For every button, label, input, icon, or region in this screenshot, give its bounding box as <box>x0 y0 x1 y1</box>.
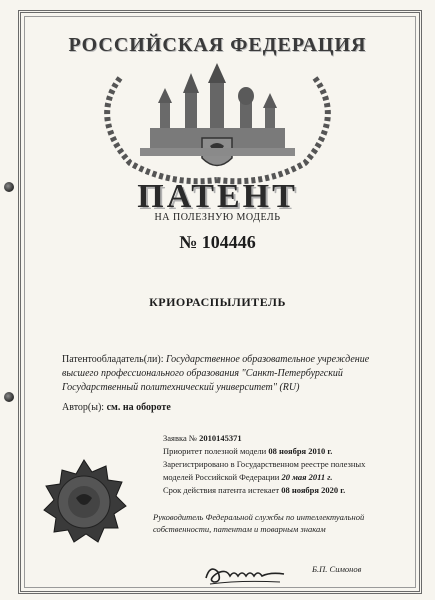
application-label: Заявка № <box>163 433 200 443</box>
official-seal-icon <box>40 458 128 546</box>
authority-title: Руководитель Федеральной службы по интеллектуальной собственности, патентам и товарным знакам <box>153 512 365 534</box>
document-subtitle: НА ПОЛЕЗНУЮ МОДЕЛЬ <box>154 212 281 223</box>
registration-block <box>163 432 418 497</box>
patent-number: № 104446 <box>179 232 256 252</box>
application-number: 2010145371 <box>199 433 242 443</box>
binder-hole-bottom <box>4 392 14 402</box>
authors <box>62 402 171 413</box>
country-heading: РОССИЙСКАЯ ФЕДЕРАЦИЯ <box>68 34 367 56</box>
holder-label: Патентообладатель(ли): <box>62 354 166 365</box>
registered-line-2: моделей Российской Федерации <box>163 472 282 482</box>
registered-line-1: Зарегистрировано в Государственном реестре полезных <box>163 459 366 469</box>
kremlin-emblem-icon <box>80 58 355 188</box>
patent-holder <box>62 353 402 395</box>
author-label: Автор(ы): <box>62 402 107 413</box>
validity-label: Срок действия патента истекает <box>163 485 282 495</box>
priority-label: Приоритет полезной модели <box>163 446 269 456</box>
priority-date: 08 ноября 2010 г. <box>268 446 333 456</box>
signer-name: Б.П. Симонов <box>312 564 362 574</box>
holder-value: Государственное образовательное учреждение высшего профессионального образования "Санкт-Петербургский Государственный политехнический университет" (RU) <box>62 354 370 393</box>
registered-date: 20 мая 2011 г. <box>281 472 333 482</box>
document-type-title: ПАТЕНТ <box>137 178 298 215</box>
signature-icon <box>200 560 290 588</box>
author-value: см. на обороте <box>106 402 171 413</box>
validity-date: 08 ноября 2020 г. <box>281 485 346 495</box>
invention-title: КРИОРАСПЫЛИТЕЛЬ <box>149 295 286 309</box>
